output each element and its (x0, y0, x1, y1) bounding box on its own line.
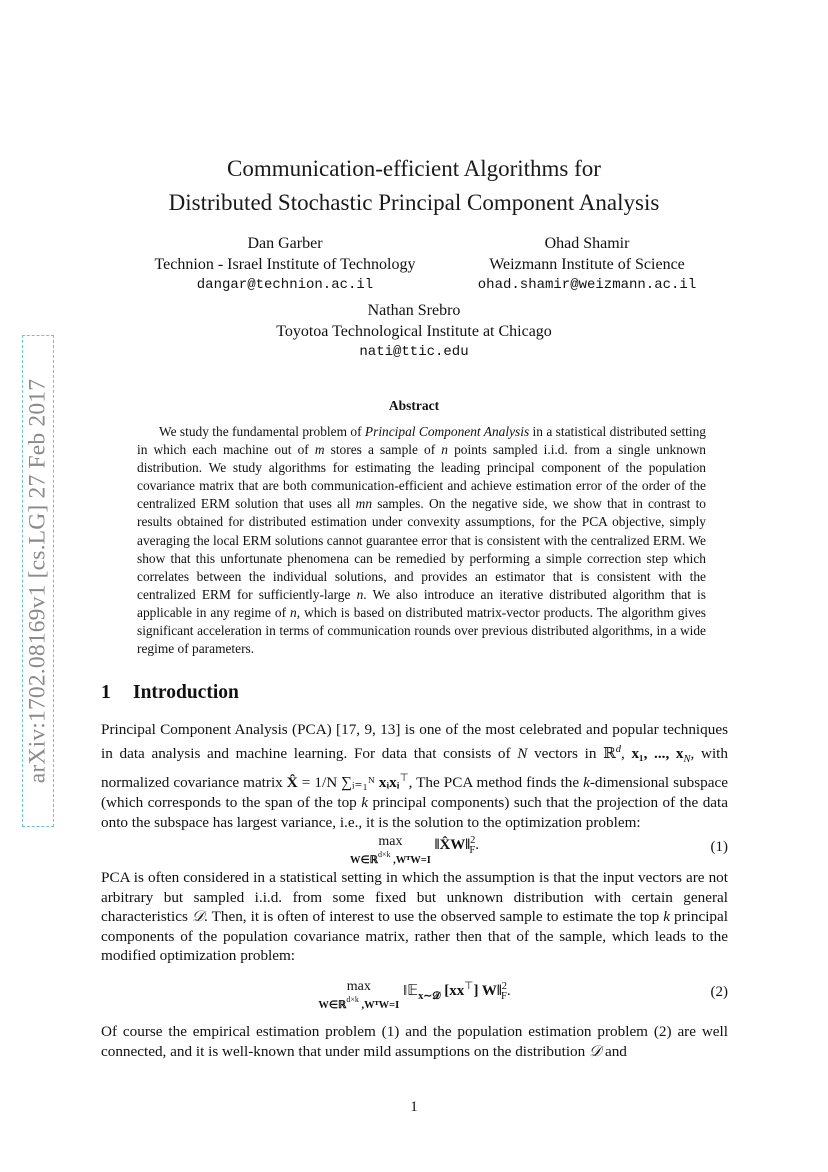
equation-number: (1) (710, 839, 728, 855)
author-name: Nathan Srebro (367, 302, 461, 319)
author-block-1 (122, 234, 448, 296)
equation-expression: max W∈ℝ$^{d\times k}$ ,WᵀW=I ‖𝔼$_{x\sim 𝒟}$ [xx⊤] W‖$^2_F$. (318, 979, 511, 1011)
abstract-heading: Abstract (388, 398, 440, 413)
title-line-2: Distributed Stochastic Principal Component Analysis (168, 190, 660, 215)
author-email: nati@ttic.edu (359, 344, 469, 360)
title-line-1: Communication-efficient Algorithms for (227, 156, 601, 181)
author-affiliation: Technion - Israel Institute of Technology (154, 255, 416, 273)
page-number: 1 (410, 1099, 418, 1115)
arxiv-identifier: arXiv:1702.08169v1 [cs.LG] 27 Feb 2017 (24, 378, 51, 784)
intro-paragraph-1: Principal Component Analysis (PCA) [17, 9, 13] is one of the most celebrated and popular techniques in data analysis and machine learning. For data that consists of N vectors in ℝ$^d$, x₁, ..., $x_N$, with normalized covariance matrix X̂ = 1/N ∑ᵢ₌₁ᴺ xᵢxᵢ⊤, The PCA method finds the k-dimensional subspace (which corresponds to the span of the top k principal components) such that the projection of the data onto the subspace has largest variance, i.e., it is the solution to the optimization problem: (101, 721, 728, 831)
author-block-2 (458, 234, 716, 296)
arxiv-stamp (22, 335, 54, 827)
equation-number: (2) (710, 984, 728, 1000)
author-email: dangar@technion.ac.il (196, 277, 374, 293)
author-name: Dan Garber (247, 235, 323, 252)
section-heading-introduction (101, 682, 239, 704)
author-affiliation: Weizmann Institute of Science (489, 255, 685, 273)
author-block-3 (214, 301, 614, 363)
equation-2 (101, 980, 728, 1010)
author-name: Ohad Shamir (544, 235, 630, 252)
section-title: Introduction (133, 682, 239, 703)
equation-1 (101, 835, 728, 865)
author-affiliation: Toyotoa Technological Institute at Chicago (276, 322, 552, 340)
intro-paragraph-3: Of course the empirical estimation problem (1) and the population estimation problem (2) are well connected, and it is well-known that under mild assumptions on the distribution 𝒟 and (101, 1023, 728, 1060)
abstract-text: We study the fundamental problem of Principal Component Analysis in a statistical distributed setting in which each machine out of m stores a sample of n points sampled i.i.d. from a single unknown distribution. We study algorithms for estimating the leading principal component of the population covariance matrix that are both communication-efficient and achieve estimation error of the order of the centralized ERM solution that uses all mn samples. On the negative side, we show that in contrast to results obtained for distributed estimation under convexity assumptions, for the PCA objective, simply averaging the local ERM solutions cannot guarantee error that is consistent with the centralized ERM. We show that this unfortunate phenomena can be remedied by performing a simple correction step which correlates between the individual solutions, and provides an estimator that is consistent with the centralized ERM for sufficiently-large n. We also introduce an iterative distributed algorithm that is applicable in any regime of n, which is based on distributed matrix-vector products. The algorithm gives significant acceleration in terms of communication rounds over previous distributed algorithms, in a wide regime of parameters. (137, 424, 707, 657)
author-email: ohad.shamir@weizmann.ac.il (477, 277, 697, 293)
intro-paragraph-2: PCA is often considered in a statistical setting in which the assumption is that the input vectors are not arbitrary but sampled i.i.d. from some fixed but unknown distribution with certain general characteristics 𝒟. Then, it is often of interest to use the observed sample to estimate the top k principal components of the population covariance matrix, rather then that of the sample, which leads to the modified optimization problem: (101, 869, 728, 965)
section-number: 1 (101, 682, 111, 703)
equation-expression: max W∈ℝ$^{d\times k}$ ,WᵀW=I ‖X̂W‖$^2_F$. (349, 834, 479, 866)
paper-title (100, 152, 728, 220)
